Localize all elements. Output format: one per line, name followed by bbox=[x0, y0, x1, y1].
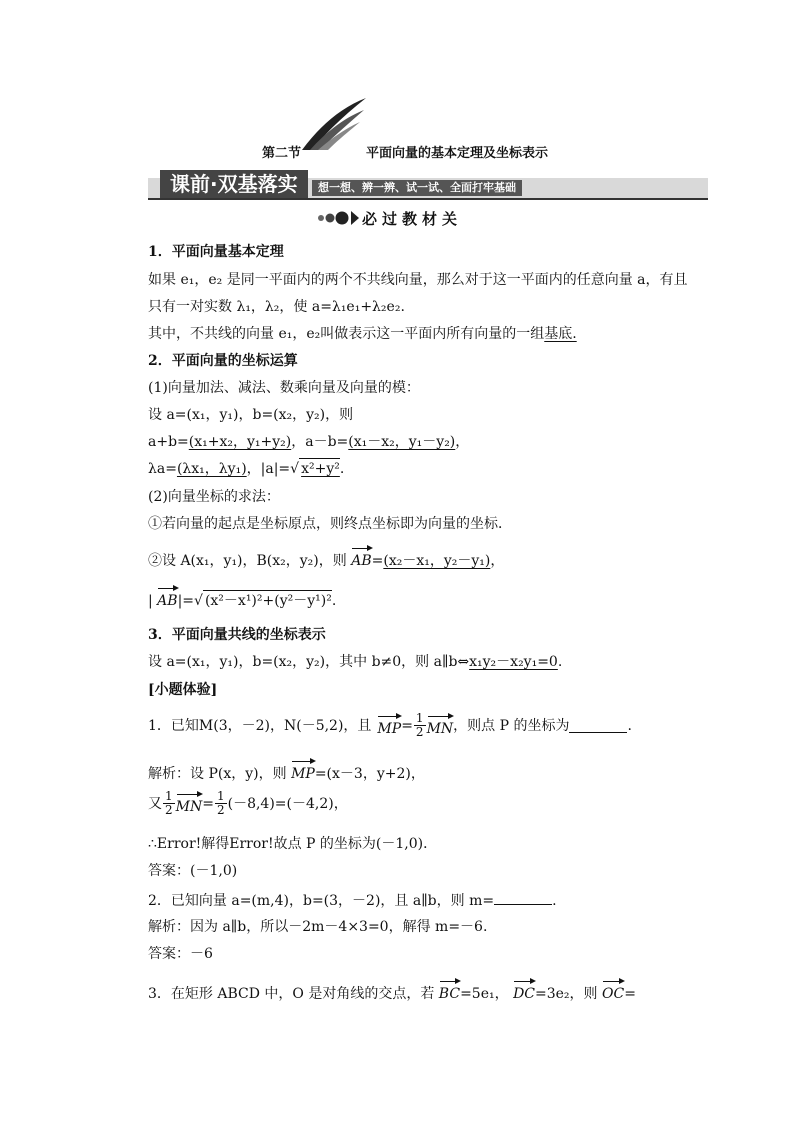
fraction-half-2 bbox=[163, 790, 175, 817]
vector-ab-2: AB bbox=[157, 585, 177, 611]
vector-mn-2: MN bbox=[176, 791, 203, 817]
s2-l3-e: . bbox=[339, 461, 345, 477]
s1-p3-answer: 基底. bbox=[544, 326, 577, 342]
q3-text: 3．在矩形 ABCD 中，O 是对角线的交点，若 bbox=[148, 986, 435, 1002]
answer-blank-2 bbox=[494, 890, 552, 905]
s3-line bbox=[148, 652, 562, 672]
banner-subtitle: 想一想、辨一辨、试一试、全面打牢基础 bbox=[312, 180, 522, 196]
s2-l3-modulus: x²+y² bbox=[299, 458, 340, 479]
s2-line2 bbox=[148, 432, 469, 452]
fraction-den: 2 bbox=[415, 725, 424, 739]
s2-c2-eq: = bbox=[371, 553, 384, 569]
answer-1-line-1 bbox=[148, 758, 425, 784]
answer-1-result: 答案：(－1,0) bbox=[148, 863, 238, 879]
s1-paragraph-2: 只有一对实数 λ₁，λ₂，使 a=λ₁e₁+λ₂e₂. bbox=[148, 299, 405, 315]
fraction-half bbox=[414, 712, 426, 739]
s2-line1: 设 a=(x₁，y₁)，b=(x₂，y₂)，则 bbox=[148, 407, 354, 423]
s3-heading: 3．平面向量共线的坐标表示 bbox=[148, 627, 326, 643]
s2-c3-eq: |= bbox=[177, 593, 195, 609]
s2-l3-c: ，|a|= bbox=[246, 461, 291, 477]
q2-end: . bbox=[552, 893, 557, 909]
s2-c2-d: ， bbox=[490, 553, 505, 569]
s2-c3-length: (x²－x¹)²+(y²－y¹)² bbox=[203, 590, 332, 611]
s1-heading: 1．平面向量基本定理 bbox=[148, 244, 284, 260]
question-2 bbox=[148, 890, 557, 911]
section-tag: 必过教材关 bbox=[362, 210, 463, 228]
s2-l2-c: ，a－b= bbox=[291, 434, 349, 450]
fraction-den-3: 2 bbox=[216, 803, 225, 817]
fraction-num: 1 bbox=[415, 711, 424, 725]
q1-tail: ，则点 P 的坐标为 bbox=[453, 717, 570, 734]
s2-c3-end: . bbox=[331, 593, 337, 609]
answer-blank-1 bbox=[569, 718, 627, 733]
s3-answer: x₁y₂－x₂y₁=0 bbox=[469, 654, 558, 670]
vector-mn: MN bbox=[427, 713, 454, 739]
s2-l2-a: a+b= bbox=[148, 434, 189, 450]
vector-mp-2: MP bbox=[291, 758, 315, 784]
s3-lc: . bbox=[557, 654, 563, 670]
answer-2-result: 答案：－6 bbox=[148, 946, 213, 962]
s2-coord-1: ①若向量的起点是坐标原点，则终点坐标即为向量的坐标． bbox=[148, 516, 512, 532]
sqrt-sign-icon-2: √ bbox=[194, 593, 203, 609]
experience-label: [小题体验] bbox=[148, 682, 218, 698]
s2-l3-scalar: (λx₁，λy₁) bbox=[176, 461, 247, 477]
section-number: 第二节 bbox=[262, 146, 302, 161]
question-3 bbox=[148, 978, 636, 1004]
vector-bc: BC bbox=[439, 978, 460, 1004]
vector-ab: AB bbox=[351, 545, 371, 571]
page-title: 平面向量的基本定理及坐标表示 bbox=[366, 146, 549, 161]
s2-sub2: (2)向量坐标的求法： bbox=[148, 489, 280, 505]
a1-l2-c: (－8,4)=(－4,2)， bbox=[227, 795, 348, 812]
s1-paragraph-1: 如果 e₁，e₂ 是同一平面内的两个不共线向量，那么对于这一平面内的任意向量 a，有且 bbox=[148, 272, 688, 288]
question-1 bbox=[148, 712, 632, 739]
s2-l2-e: ， bbox=[455, 434, 470, 450]
s2-sub1: (1)向量加法、减法、数乘向量及向量的模： bbox=[148, 380, 420, 396]
s2-l2-diff: (x₁－x₂，y₁－y₂) bbox=[348, 434, 456, 450]
vector-dc: DC bbox=[513, 978, 535, 1004]
swoosh-logo bbox=[300, 96, 370, 152]
s2-c2-answer: (x₂－x₁，y₂－y₁) bbox=[383, 553, 491, 569]
s2-heading: 2．平面向量的坐标运算 bbox=[148, 353, 298, 369]
fraction-num-2: 1 bbox=[165, 789, 173, 803]
q2-text: 2．已知向量 a=(m,4)，b=(3，－2)，且 a∥b，则 m= bbox=[148, 893, 495, 909]
s2-c3-bar: | bbox=[148, 593, 153, 609]
s2-l3-a: λa= bbox=[148, 461, 177, 477]
s3-la: 设 a=(x₁，y₁)，b=(x₂，y₂)，其中 b≠0，则 a∥b⇔ bbox=[148, 654, 470, 670]
dots-arrow-icon bbox=[316, 208, 360, 228]
s1-paragraph-3 bbox=[148, 324, 577, 344]
fraction-den-2: 2 bbox=[165, 803, 173, 817]
a1-l1-a: 解析：设 P(x，y)，则 bbox=[148, 766, 287, 782]
q3-c: =3e₂，则 bbox=[535, 986, 598, 1002]
q3-b: =5e₁， bbox=[460, 986, 509, 1002]
vector-oc: OC bbox=[602, 978, 624, 1004]
a1-l2-a: 又 bbox=[148, 795, 162, 812]
q3-d: = bbox=[624, 986, 636, 1002]
vector-mp: MP bbox=[377, 713, 401, 739]
s2-coord-2 bbox=[148, 545, 504, 571]
a1-l1-b: =(x－3，y+2)， bbox=[314, 766, 425, 782]
q1-eq: = bbox=[401, 717, 413, 734]
fraction-half-3 bbox=[215, 790, 227, 817]
s1-p3-text: 其中，不共线的向量 e₁，e₂叫做表示这一平面内所有向量的一组 bbox=[148, 326, 545, 342]
answer-1-line-3: ∴Error!解得Error!故点 P 的坐标为(－1,0)． bbox=[148, 836, 438, 852]
s2-coord-3 bbox=[148, 585, 336, 611]
sqrt-sign-icon: √ bbox=[290, 461, 300, 477]
s2-l2-sum: (x₁+x₂，y₁+y₂) bbox=[188, 434, 292, 450]
s2-line3 bbox=[148, 458, 344, 479]
fraction-num-3: 1 bbox=[216, 789, 225, 803]
answer-2-line-1: 解析：因为 a∥b，所以－2m－4×3=0，解得 m=－6. bbox=[148, 919, 488, 935]
s2-c2-a: ②设 A(x₁，y₁)，B(x₂，y₂)，则 bbox=[148, 553, 347, 569]
q1-end: . bbox=[627, 717, 632, 734]
a1-l2-b: = bbox=[202, 795, 214, 812]
q1-text: 1．已知M(3，－2)，N(－5,2)，且 bbox=[148, 717, 372, 734]
banner-title: 课前·双基落实 bbox=[160, 170, 308, 198]
answer-1-line-2 bbox=[148, 790, 348, 817]
